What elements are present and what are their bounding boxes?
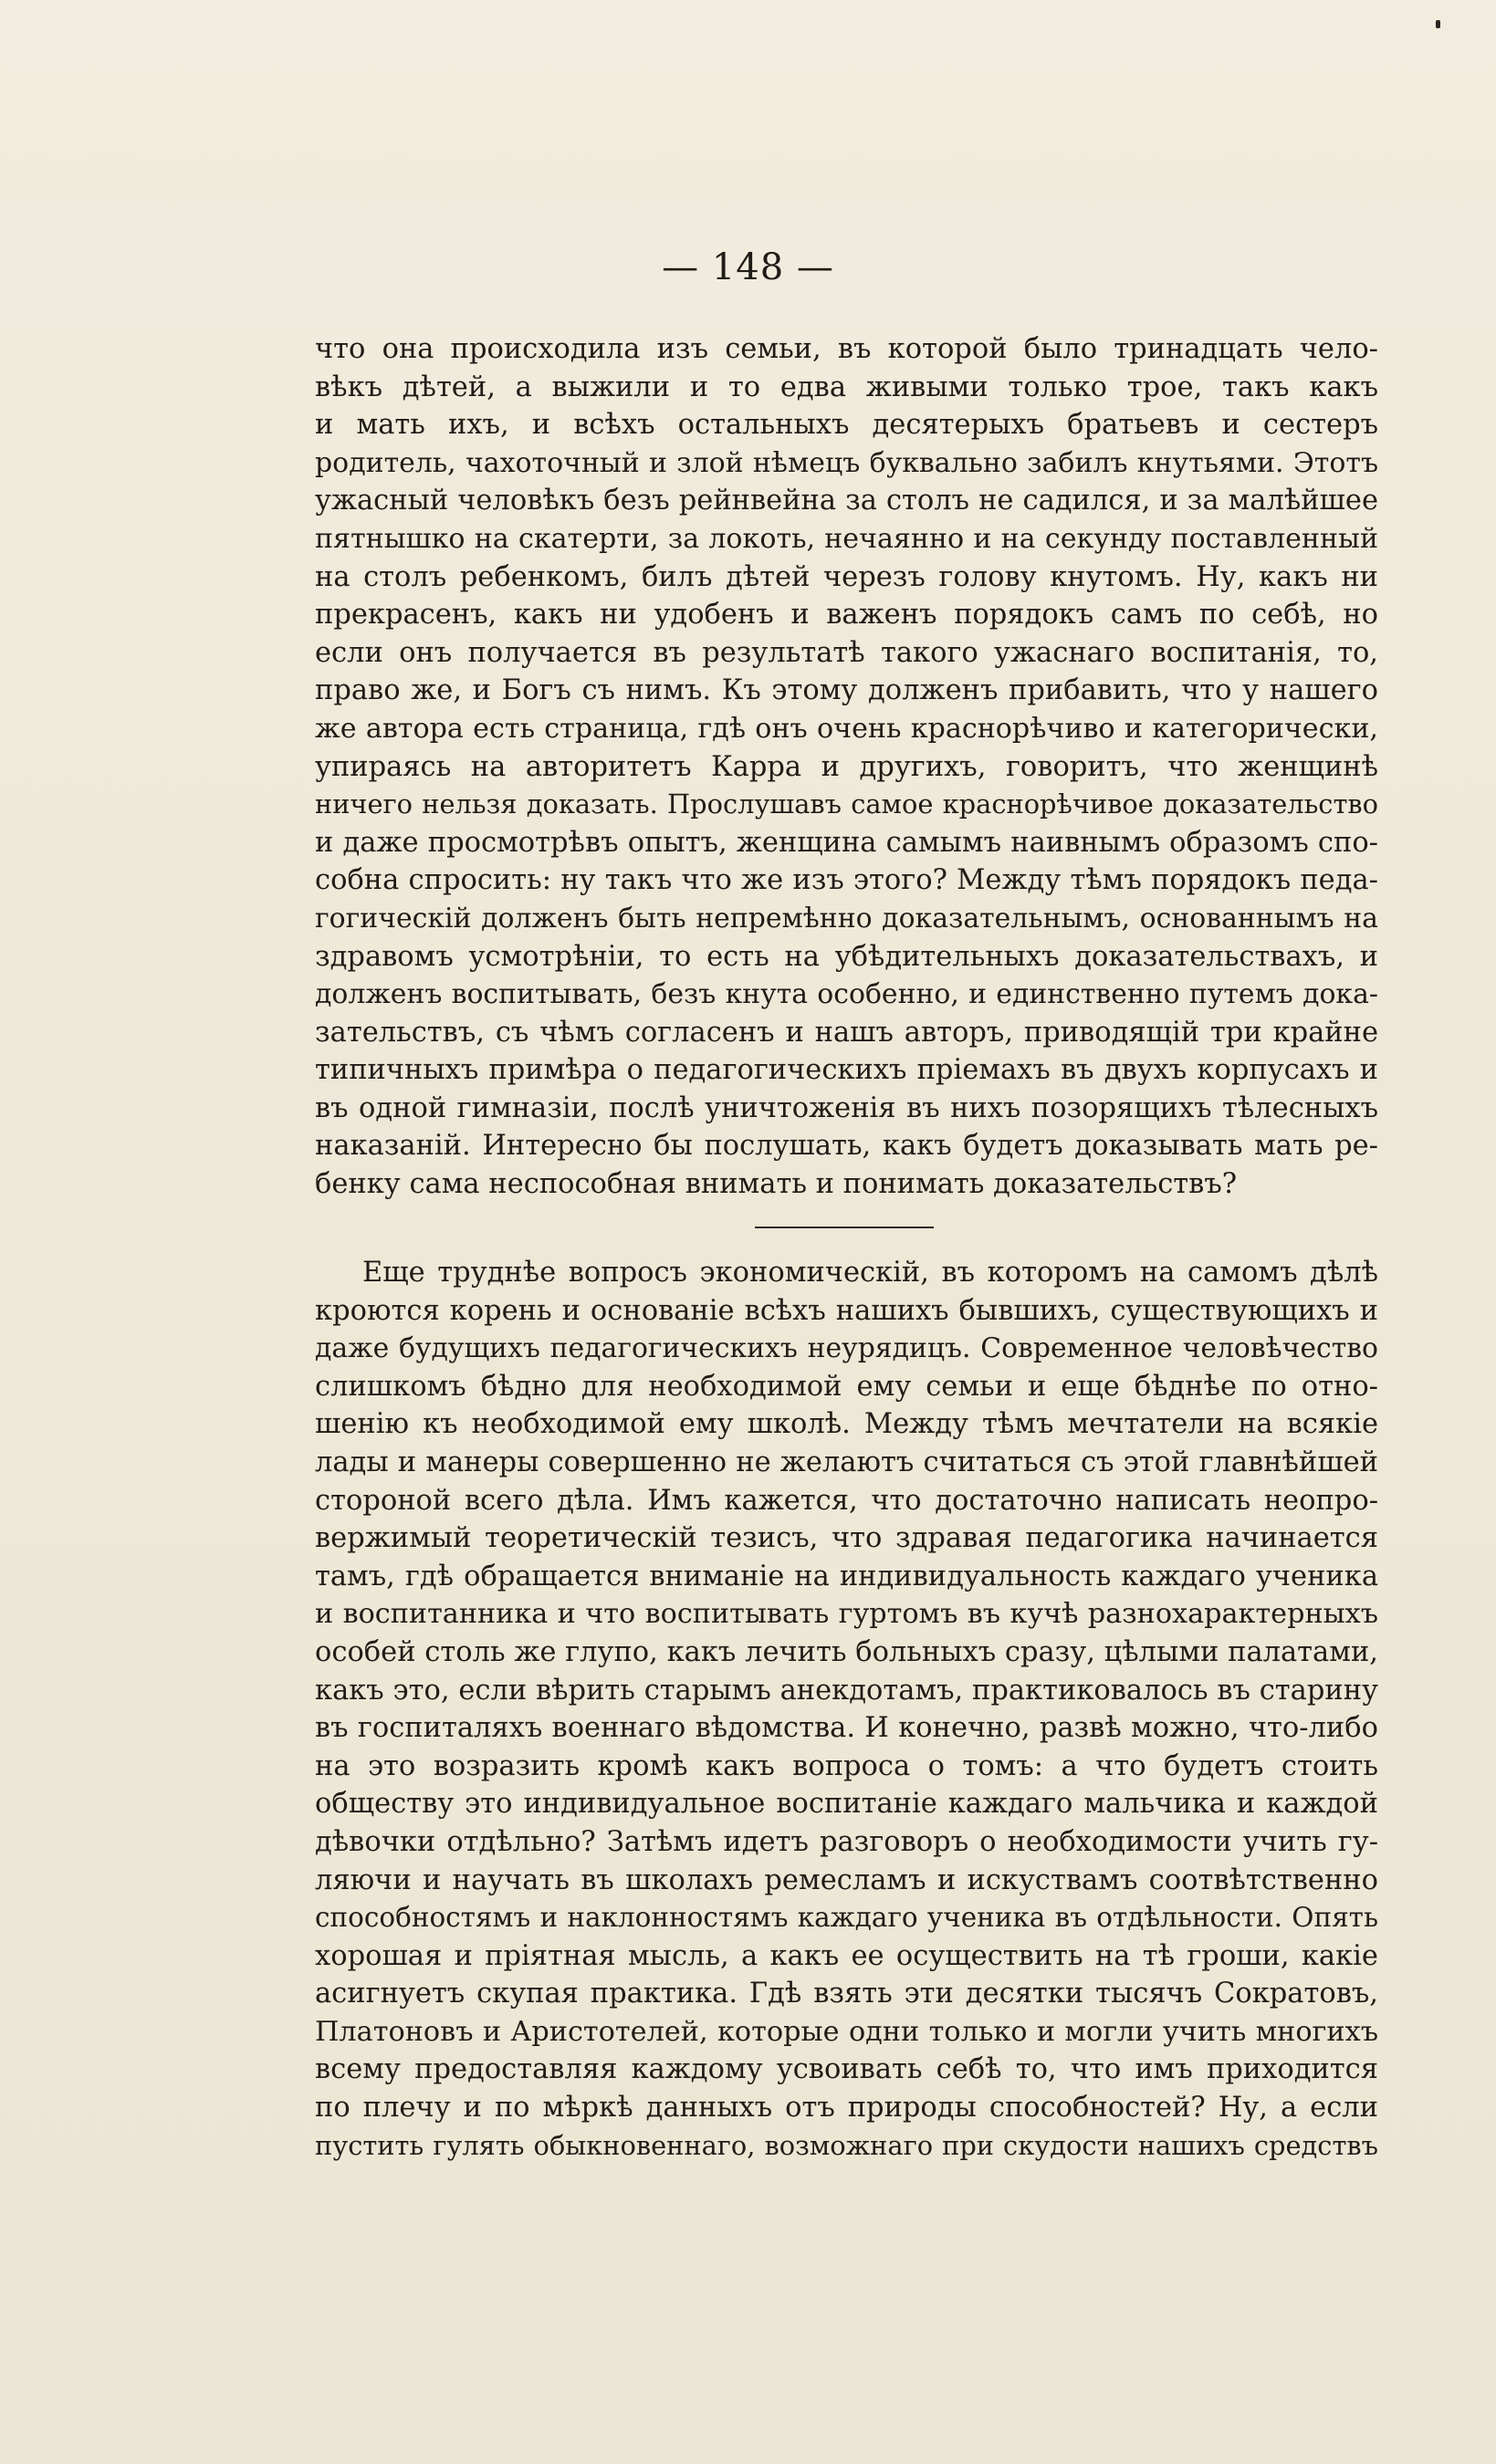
- page-number: — 148 —: [662, 246, 834, 288]
- text-line: Еще труднѣе вопросъ экономическій, въ которомъ на самомъ дѣлѣ: [362, 1257, 1378, 1289]
- text-line: прекрасенъ, какъ ни удобенъ и важенъ порядокъ самъ по себѣ, но: [315, 599, 1378, 632]
- text-line: способностямъ и наклонностямъ каждаго ученика въ отдѣльности. Опять: [315, 1902, 1378, 1934]
- print-speck: [1436, 20, 1440, 28]
- text-line: и мать ихъ, и всѣхъ остальныхъ десятерыхъ братьевъ и сестеръ: [315, 409, 1378, 442]
- text-line: дѣвочки отдѣльно? Затѣмъ идетъ разговоръ о необходимости учить гу-: [315, 1825, 1378, 1858]
- text-line: на столъ ребенкомъ, билъ дѣтей черезъ голову кнутомъ. Ну, какъ ни: [315, 560, 1378, 593]
- text-line: въ одной гимназіи, послѣ уничтоженія въ нихъ позорящихъ тѣлесныхъ: [315, 1091, 1378, 1124]
- text-line: слишкомъ бѣдно для необходимой ему семьи и еще бѣднѣе по отно-: [315, 1370, 1378, 1403]
- text-line: ляючи и научать въ школахъ ремесламъ и искуствамъ соотвѣтственно: [315, 1864, 1378, 1896]
- text-line: собна спросить: ну такъ что же изъ этого? Между тѣмъ порядокъ педа-: [315, 864, 1378, 897]
- paragraph-1: [315, 330, 1378, 1204]
- text-line: и воспитанника и что воспитывать гуртомъ въ кучѣ разнохарактерныхъ: [315, 1598, 1378, 1631]
- text-line: и даже просмотрѣвъ опытъ, женщина самымъ наивнымъ образомъ спо-: [315, 826, 1378, 859]
- text-line: ужасный человѣкъ безъ рейнвейна за столъ не садился, и за малѣйшее: [315, 485, 1378, 517]
- text-line: обществу это индивидуальное воспитаніе каждаго мальчика и каждой: [315, 1788, 1378, 1821]
- text-line: Платоновъ и Аристотелей, которые одни только и могли учить многихъ: [315, 2015, 1378, 2048]
- text-line: хорошая и пріятная мысль, а какъ ее осуществить на тѣ гроши, какіе: [315, 1939, 1378, 1972]
- text-line: какъ это, если вѣрить старымъ анекдотамъ, практиковалось въ старину: [315, 1674, 1378, 1707]
- text-line: что она происходила изъ семьи, въ которой было тринадцать чело-: [315, 333, 1378, 365]
- text-line: на это возразить кромѣ какъ вопроса о томъ: а что будетъ стоить: [315, 1749, 1378, 1782]
- section-divider: [755, 1227, 934, 1228]
- text-line: упираясь на авторитетъ Карра и другихъ, говоритъ, что женщинѣ: [315, 750, 1378, 783]
- text-line: тамъ, гдѣ обращается вниманіе на индивидуальность каждаго ученика: [315, 1560, 1378, 1592]
- paragraph-2: [315, 1254, 1378, 2165]
- text-line: наказаній. Интересно бы послушать, какъ будетъ доказывать мать ре-: [315, 1130, 1378, 1163]
- text-line: же автора есть страница, гдѣ онъ очень краснорѣчиво и категорически,: [315, 712, 1378, 745]
- text-line: шенію къ необходимой ему школѣ. Между тѣмъ мечтатели на всякіе: [315, 1408, 1378, 1441]
- text-line: долженъ воспитывать, безъ кнута особенно, и единственно путемъ дока-: [315, 978, 1378, 1011]
- text-line: типичныхъ примѣра о педагогическихъ пріемахъ въ двухъ корпусахъ и: [315, 1054, 1378, 1087]
- text-line: родитель, чахоточный и злой нѣмецъ буквально забилъ кнутьями. Этотъ: [315, 446, 1378, 479]
- text-line: асигнуетъ скупая практика. Гдѣ взять эти десятки тысячъ Сократовъ,: [315, 1978, 1378, 2010]
- text-line: особей столь же глупо, какъ лечить больныхъ сразу, цѣлыми палатами,: [315, 1635, 1378, 1668]
- text-line: право же, и Богъ съ нимъ. Къ этому долженъ прибавить, что у нашего: [315, 674, 1378, 707]
- text-line: зательствъ, съ чѣмъ согласенъ и нашъ авторъ, приводящій три крайне: [315, 1016, 1378, 1049]
- text-line: даже будущихъ педагогическихъ неурядицъ. Современное человѣчество: [315, 1332, 1378, 1365]
- text-line: вѣкъ дѣтей, а выжили и то едва живыми только трое, такъ какъ: [315, 371, 1378, 403]
- text-line: въ госпиталяхъ военнаго вѣдомства. И конечно, развѣ можно, что-либо: [315, 1712, 1378, 1745]
- text-line: всему предоставляя каждому усвоивать себѣ то, что имъ приходится: [315, 2053, 1378, 2086]
- text-line: лады и манеры совершенно не желаютъ считаться съ этой главнѣйшей: [315, 1446, 1378, 1478]
- text-line: если онъ получается въ результатѣ такого ужаснаго воспитанія, то,: [315, 636, 1378, 669]
- text-line: пятнышко на скатерти, за локоть, нечаянно и на секунду поставленный: [315, 522, 1378, 555]
- text-line: пустить гулять обыкновеннаго, возможнаго при скудости нашихъ средствъ: [315, 2129, 1378, 2161]
- text-line: бенку сама неспособная внимать и понимать доказательствъ?: [315, 1168, 1238, 1201]
- text-line: стороной всего дѣла. Имъ кажется, что достаточно написать неопро-: [315, 1484, 1378, 1517]
- text-line: здравомъ усмотрѣніи, то есть на убѣдительныхъ доказательствахъ, и: [315, 940, 1378, 973]
- text-line: по плечу и по мѣркѣ данныхъ отъ природы способностей? Ну, а если: [315, 2092, 1378, 2125]
- text-line: ничего нельзя доказать. Прослушавъ самое краснорѣчивое доказательство: [315, 788, 1378, 820]
- text-line: кроются корень и основаніе всѣхъ нашихъ бывшихъ, существующихъ и: [315, 1294, 1378, 1327]
- text-line: гогическій долженъ быть непремѣнно доказательнымъ, основаннымъ на: [315, 902, 1378, 934]
- text-line: вержимый теоретическій тезисъ, что здравая педагогика начинается: [315, 1522, 1378, 1555]
